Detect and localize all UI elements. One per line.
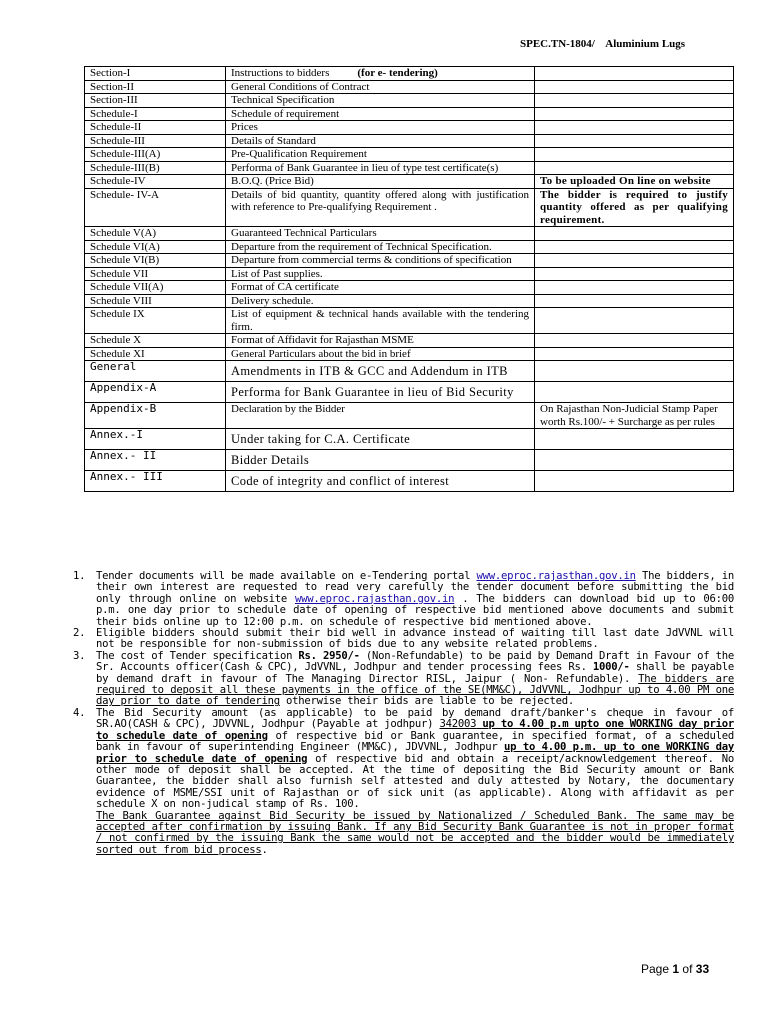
remarks-cell: To be uploaded On line on website [535, 175, 734, 189]
section-cell: Schedule-III [85, 134, 226, 148]
table-row [85, 429, 734, 450]
section-cell: Annex.- III [85, 471, 226, 492]
remarks-cell [535, 107, 734, 121]
page-total: 33 [695, 962, 710, 976]
remarks-cell [535, 67, 734, 81]
description-cell: Guaranteed Technical Particulars [226, 227, 535, 241]
description-cell: Code of integrity and conflict of interest [226, 471, 535, 492]
table-row [85, 148, 734, 162]
table-row [85, 281, 734, 295]
section-cell: General [85, 361, 226, 382]
description-cell: Departure from the requirement of Technical Specification. [226, 240, 535, 254]
description-cell: Amendments in ITB & GCC and Addendum in ITB [226, 361, 535, 382]
table-row [85, 254, 734, 268]
table-row [85, 107, 734, 121]
description-cell: Under taking for C.A. Certificate [226, 429, 535, 450]
section-cell: Section-I [85, 67, 226, 81]
remarks-cell: On Rajasthan Non-Judicial Stamp Paper worth Rs.100/- + Surcharge as per rules [535, 403, 734, 429]
remarks-cell [535, 281, 734, 295]
processing-fee: 1000/- [592, 661, 630, 674]
description-cell: Performa of Bank Guarantee in lieu of type test certificate(s) [226, 161, 535, 175]
description-cell: Delivery schedule. [226, 294, 535, 308]
term-3: 3. The cost of Tender specification Rs. 2950/- (Non-Refundable) to be paid by Demand Draft in Favour of the Sr. Accounts officer(Cash & CPC), JdVVNL, Jodhpur and tender processing fees Rs. 1000/- shall be payable by demand draft in favour of The Managing Director RISL, Jaipur ( Non- Refundable). The bidders are required to deposit all these payments in the office of the SE(MM&C), JdVVNL, Jodhpur up to 4.00 PM one day prior to date of tendering otherwise their bids are liable to be rejected. [73, 649, 735, 708]
section-cell: Schedule VII [85, 267, 226, 281]
description-cell: Prices [226, 121, 535, 135]
table-row [85, 450, 734, 471]
description-cell: General Particulars about the bid in brief [226, 347, 535, 361]
table-row [85, 134, 734, 148]
description-cell: Departure from commercial terms & conditions of specification [226, 254, 535, 268]
section-cell: Annex.-I [85, 429, 226, 450]
remarks-cell [535, 121, 734, 135]
remarks-cell [535, 161, 734, 175]
table-row [85, 471, 734, 492]
contents-table [84, 66, 734, 492]
remarks-cell [535, 347, 734, 361]
description-cell: Format of CA certificate [226, 281, 535, 295]
remarks-cell [535, 294, 734, 308]
table-row [85, 308, 734, 334]
table-row [85, 382, 734, 403]
spec-number: SPEC.TN-1804/ [520, 38, 595, 50]
remarks-cell [535, 334, 734, 348]
remarks-cell [535, 382, 734, 403]
section-cell: Annex.- II [85, 450, 226, 471]
table-row [85, 361, 734, 382]
description-cell: Technical Specification [226, 94, 535, 108]
eproc-link[interactable]: www.eproc.rajasthan.gov.in [476, 570, 636, 582]
remarks-cell [535, 227, 734, 241]
description-cell: Schedule of requirement [226, 107, 535, 121]
remarks-cell [535, 361, 734, 382]
description-cell: List of Past supplies. [226, 267, 535, 281]
section-cell: Schedule-IV [85, 175, 226, 189]
section-cell: Appendix-B [85, 403, 226, 429]
term-2: 2. Eligible bidders should submit their bid well in advance instead of waiting till last date JdVVNL will not be responsible for non-submission of bids due to any website related problems. [73, 627, 734, 651]
description-cell: Performa for Bank Guarantee in lieu of Bid Security [226, 382, 535, 403]
table-row [85, 227, 734, 241]
description-cell: Format of Affidavit for Rajasthan MSME [226, 334, 535, 348]
table-row [85, 347, 734, 361]
section-cell: Schedule XI [85, 347, 226, 361]
table-row [85, 267, 734, 281]
description-cell: General Conditions of Contract [226, 80, 535, 94]
description-cell: Bidder Details [226, 450, 535, 471]
section-cell: Schedule X [85, 334, 226, 348]
description-cell: B.O.Q. (Price Bid) [226, 175, 535, 189]
section-cell: Schedule-II [85, 121, 226, 135]
section-cell: Schedule-III(A) [85, 148, 226, 162]
page-number: 1 [672, 962, 680, 976]
remarks-cell [535, 450, 734, 471]
table-row [85, 161, 734, 175]
table-row [85, 94, 734, 108]
table-row [85, 240, 734, 254]
section-cell: Section-II [85, 80, 226, 94]
table-row [85, 403, 734, 429]
remarks-cell [535, 94, 734, 108]
description-cell: Details of bid quantity, quantity offered along with justification with reference to Pre-qualifying Requirement . [226, 188, 535, 227]
description-cell: Details of Standard [226, 134, 535, 148]
table-row [85, 334, 734, 348]
table-row [85, 188, 734, 227]
page-footer: Page 1 of 33 [641, 962, 710, 976]
e-tendering-note: (for e- tendering) [357, 67, 438, 79]
description-cell: List of equipment & technical hands available with the tendering firm. [226, 308, 535, 334]
section-cell: Schedule VI(A) [85, 240, 226, 254]
remarks-cell [535, 134, 734, 148]
section-cell: Schedule VIII [85, 294, 226, 308]
section-cell: Section-III [85, 94, 226, 108]
remarks-cell [535, 429, 734, 450]
table-row [85, 175, 734, 189]
section-cell: Schedule VI(B) [85, 254, 226, 268]
remarks-cell [535, 254, 734, 268]
section-cell: Schedule-III(B) [85, 161, 226, 175]
table-row [85, 80, 734, 94]
section-cell: Schedule VII(A) [85, 281, 226, 295]
remarks-cell [535, 148, 734, 162]
table-row [85, 294, 734, 308]
section-cell: Appendix-A [85, 382, 226, 403]
description-cell: Instructions to bidders (for e- tendering) [226, 67, 535, 81]
term-4: 4. The Bid Security amount (as applicable) to be paid by demand draft/banker's cheque in favour of SR.AO(CASH & CPC), JDVVNL, Jodhpur (Payable at jodhpur) 342003 up to 4.00 p.m upto one WORKING day prior to schedule date of opening of respective bid or Bank guarantee, in specified format, of a scheduled bank in favour of superintending Engineer (MM&C), JDVVNL, Jodhpur up to 4.00 p.m. up to one WORKING day prior to schedule date of opening of respective bid and obtain a receipt/acknowledgement thereof. No other mode of deposit shall be accepted. At the time of depositing the Bid Security amount or Bank Guarantee, the bidder shall also furnish self attested and duly attested by Notary, the documentary evidence of MSME/SSI unit of Rajasthan or of sick unit (as applicable). Along with affidavit as per schedule X on non-judical stamp of Rs. 100. The Bank Guarantee against Bid Security be issued by Nationalized / Scheduled Bank. The same may be accepted after confirmation by issuing Bank. If any Bid Security Bank Guarantee is not in proper format / not confirmed by the issuing Bank the same would not be accepted and the bidder would be immediately sorted out from bid process. [73, 706, 734, 856]
table-row [85, 121, 734, 135]
remarks-cell [535, 308, 734, 334]
table-row [85, 67, 734, 81]
spec-title: Aluminium Lugs [605, 38, 686, 50]
remarks-cell [535, 471, 734, 492]
section-cell: Schedule- IV-A [85, 188, 226, 227]
remarks-cell [535, 240, 734, 254]
eproc-link-2[interactable]: www.eproc.rajasthan.gov.in [294, 592, 455, 605]
term-1: 1. Tender documents will be made available on e-Tendering portal www.eproc.rajasthan.gov.in The bidders, in their own interest are requested to read very carefully the tender document before submitting the bid only through online on website www.eproc.rajasthan.gov.in . The bidders can download bid up to 06:00 p.m. one day prior to schedule date of opening of respective bid mentioned above documents and submit their bids online up to 12:00 p.m. on schedule of respective bid mentioned above. [73, 570, 734, 628]
remarks-cell [535, 80, 734, 94]
document-header [520, 38, 685, 50]
remarks-cell [535, 267, 734, 281]
section-cell: Schedule IX [85, 308, 226, 334]
section-cell: Schedule V(A) [85, 227, 226, 241]
terms-list [73, 570, 735, 856]
section-cell: Schedule-I [85, 107, 226, 121]
description-cell: Declaration by the Bidder [226, 403, 535, 429]
remarks-cell: The bidder is required to justify quantity offered as per qualifying requirement. [535, 188, 734, 227]
tender-cost: Rs. 2950/- [298, 649, 360, 662]
description-cell: Pre-Qualification Requirement [226, 148, 535, 162]
